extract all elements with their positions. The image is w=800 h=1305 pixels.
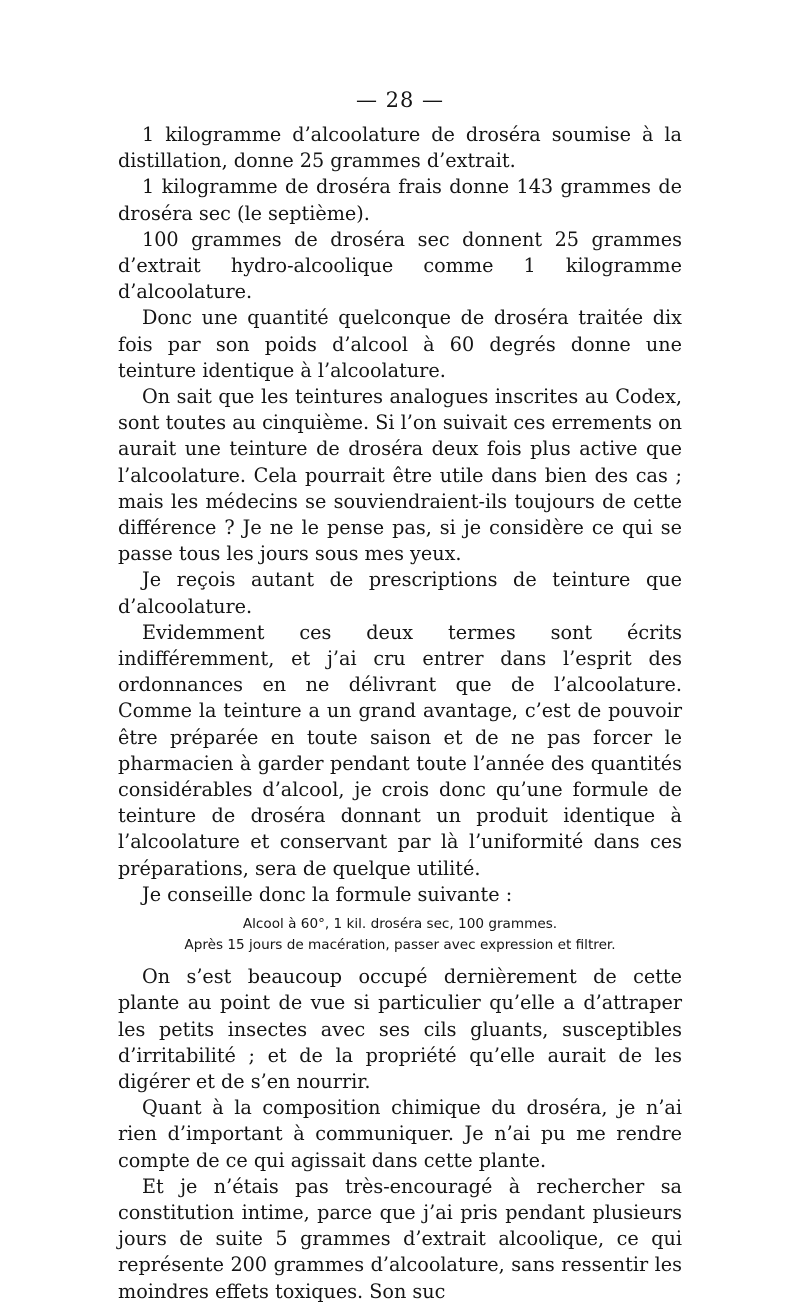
formula-line-2: Après 15 jours de macération, passer avec expression et filtrer. [184, 937, 616, 954]
paragraph-formula-intro: Je conseille donc la formule suivante : [142, 882, 513, 906]
paragraph-dry-drosera: 100 grammes de droséra sec donnent 25 grammes d’extrait hydro-alcoolique comme 1 kilogramme d’alcoolature. [118, 227, 682, 304]
paragraph-conclusion: Donc une quantité quelconque de droséra traitée dix fois par son poids d’alcool à 60 degrés donne une teinture identique à l’alcoolature. [118, 306, 682, 382]
page-body [118, 122, 682, 1305]
paragraph-distillation: 1 kilogramme d’alcoolature de droséra soumise à la distillation, donne 25 grammes d’extrait. [118, 123, 682, 173]
paragraph-evidemment: Evidemment ces deux termes sont écrits indifféremment, et j’ai cru entrer dans l’esprit des ordonnances en ne délivrant que de l’alcoolature. Comme la teinture a un grand avantage, c’est de pouvoir être préparée en toute saison et de ne pas forcer le pharmacien à garder pendant toute l’année des quantités considérables d’alcool, je crois donc qu’une formule de teinture de droséra donnant un produit identique à l’alcoolature et conservant par là l’uniformité dans ces préparations, sera de quelque utilité. [118, 620, 682, 880]
paragraph-prescriptions: Je reçois autant de prescriptions de teinture que d’alcoolature. [118, 568, 682, 618]
paragraph-chemistry: Quant à la composition chimique du droséra, je n’ai rien d’important à communiquer. Je n’ai pu me rendre compte de ce qui agissait dans cette plante. [118, 1096, 682, 1172]
paragraph-insects: On s’est beaucoup occupé dernièrement de cette plante au point de vue si particulier qu’elle a d’attraper les petits insectes avec ses cils gluants, susceptibles d’irritabilité ; et de la propriété qu’elle aurait de les digérer et de s’en nourrir. [118, 965, 682, 1093]
page-number: — 28 — [355, 88, 445, 112]
paragraph-codex: On sait que les teintures analogues inscrites au Codex, sont toutes au cinquième. Si l’on suivait ces errements on aurait une teinture de droséra deux fois plus active que l’alcoolature. Cela pourrait être utile dans bien des cas ; mais les médecins se souviendraient-ils toujours de cette différence ? Je ne le pense pas, si je considère ce qui se passe tous les jours sous mes yeux. [118, 385, 682, 566]
paragraph-fresh-drosera: 1 kilogramme de droséra frais donne 143 grammes de droséra sec (le septième). [118, 175, 682, 225]
formula-line-1: Alcool à 60°, 1 kil. droséra sec, 100 grammes. [242, 916, 558, 933]
paragraph-toxicity: Et je n’étais pas très-encouragé à rechercher sa constitution intime, parce que j’ai pris pendant plusieurs jours de suite 5 grammes d’extrait alcoolique, ce qui représente 200 grammes d’alcoolature, sans ressentir les moindres effets toxiques. Son suc [118, 1174, 682, 1303]
formula-block [118, 914, 682, 956]
